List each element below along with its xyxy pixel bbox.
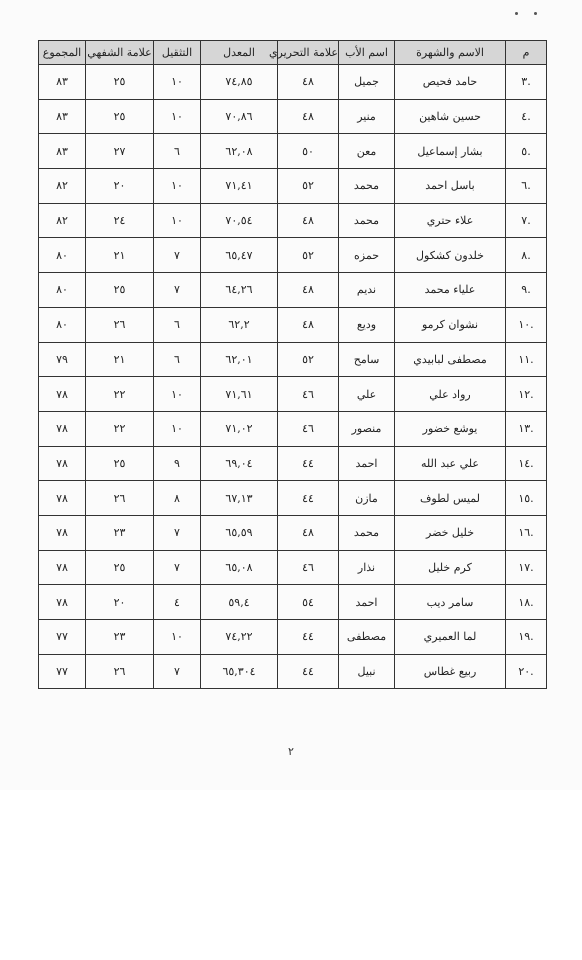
cell-average: ٦٥,٥٩	[201, 515, 278, 550]
cell-oral: ٢٧	[86, 134, 154, 169]
header-father: اسم الأب	[339, 41, 395, 65]
cell-total: ٧٨	[39, 515, 86, 550]
cell-name: علاء حتري	[395, 203, 506, 238]
table-row	[39, 65, 547, 100]
cell-written: ٤٤	[278, 654, 339, 689]
table-row	[39, 515, 547, 550]
header-average: المعدل	[201, 41, 278, 65]
cell-father: محمد	[339, 203, 395, 238]
cell-written: ٤٨	[278, 99, 339, 134]
cell-oral: ٢٥	[86, 446, 154, 481]
cell-father: احمد	[339, 585, 395, 620]
cell-oral: ٢٠	[86, 585, 154, 620]
header-total: المجموع	[39, 41, 86, 65]
cell-transfer: ١٠	[154, 620, 201, 655]
table-row	[39, 273, 547, 308]
header-oral: علامة الشفهي	[86, 41, 154, 65]
table-row	[39, 620, 547, 655]
cell-transfer: ٧	[154, 550, 201, 585]
cell-index: .١٧	[506, 550, 547, 585]
cell-transfer: ١٠	[154, 65, 201, 100]
cell-average: ٧٤,٢٢	[201, 620, 278, 655]
cell-average: ٦٧,١٣	[201, 481, 278, 516]
cell-total: ٨٢	[39, 169, 86, 204]
table-row	[39, 134, 547, 169]
cell-written: ٤٨	[278, 273, 339, 308]
cell-name: لميس لطوف	[395, 481, 506, 516]
cell-total: ٨٣	[39, 134, 86, 169]
cell-name: حامد فحيص	[395, 65, 506, 100]
cell-total: ٧٨	[39, 446, 86, 481]
cell-name: مصطفى لبابيدي	[395, 342, 506, 377]
cell-index: .١٥	[506, 481, 547, 516]
cell-written: ٥٤	[278, 585, 339, 620]
cell-father: جميل	[339, 65, 395, 100]
cell-index: .١٨	[506, 585, 547, 620]
cell-oral: ٢٢	[86, 377, 154, 412]
cell-index: .٢٠	[506, 654, 547, 689]
cell-transfer: ٦	[154, 307, 201, 342]
cell-oral: ٢٣	[86, 515, 154, 550]
cell-oral: ٢٥	[86, 550, 154, 585]
table-header-row	[39, 41, 547, 65]
cell-transfer: ٦	[154, 134, 201, 169]
header-transfer: التثقيل	[154, 41, 201, 65]
cell-average: ٦٢,٠١	[201, 342, 278, 377]
table-row	[39, 411, 547, 446]
cell-written: ٤٦	[278, 550, 339, 585]
cell-written: ٥٠	[278, 134, 339, 169]
page-number: ٢	[288, 745, 294, 758]
cell-name: رواد علي	[395, 377, 506, 412]
cell-father: مازن	[339, 481, 395, 516]
cell-written: ٤٤	[278, 446, 339, 481]
cell-average: ٧٠,٥٤	[201, 203, 278, 238]
cell-written: ٥٢	[278, 238, 339, 273]
cell-father: منصور	[339, 411, 395, 446]
cell-name: حسين شاهين	[395, 99, 506, 134]
cell-name: بشار إسماعيل	[395, 134, 506, 169]
cell-written: ٤٤	[278, 620, 339, 655]
cell-written: ٤٨	[278, 65, 339, 100]
cell-oral: ٢٢	[86, 411, 154, 446]
cell-average: ٧١,٦١	[201, 377, 278, 412]
cell-oral: ٢١	[86, 238, 154, 273]
cell-oral: ٢٦	[86, 307, 154, 342]
cell-father: محمد	[339, 515, 395, 550]
cell-father: سامح	[339, 342, 395, 377]
cell-written: ٤٨	[278, 203, 339, 238]
table-row	[39, 203, 547, 238]
grades-table	[38, 40, 547, 689]
table-row	[39, 169, 547, 204]
cell-transfer: ٩	[154, 446, 201, 481]
dot-mark	[534, 12, 537, 15]
cell-father: نذار	[339, 550, 395, 585]
cell-total: ٧٨	[39, 481, 86, 516]
table-row	[39, 481, 547, 516]
header-index: م	[506, 41, 547, 65]
cell-name: سامر ديب	[395, 585, 506, 620]
cell-index: .٥	[506, 134, 547, 169]
cell-oral: ٢٠	[86, 169, 154, 204]
cell-transfer: ٧	[154, 273, 201, 308]
table-row	[39, 342, 547, 377]
cell-written: ٥٢	[278, 342, 339, 377]
cell-oral: ٢٦	[86, 654, 154, 689]
cell-average: ٦٩,٠٤	[201, 446, 278, 481]
cell-name: لما العميري	[395, 620, 506, 655]
cell-name: باسل احمد	[395, 169, 506, 204]
cell-total: ٨٠	[39, 307, 86, 342]
cell-oral: ٢٣	[86, 620, 154, 655]
cell-written: ٤٦	[278, 377, 339, 412]
cell-transfer: ١٠	[154, 411, 201, 446]
cell-average: ٦٤,٢٦	[201, 273, 278, 308]
cell-average: ٧٠,٨٦	[201, 99, 278, 134]
cell-index: .١١	[506, 342, 547, 377]
header-written: علامة التحريري	[278, 41, 339, 65]
cell-average: ٧١,٤١	[201, 169, 278, 204]
cell-written: ٥٢	[278, 169, 339, 204]
cell-written: ٤٨	[278, 307, 339, 342]
cell-index: .١٢	[506, 377, 547, 412]
cell-average: ٦٥,٠٨	[201, 550, 278, 585]
cell-father: منير	[339, 99, 395, 134]
cell-transfer: ١٠	[154, 377, 201, 412]
cell-oral: ٢٥	[86, 99, 154, 134]
cell-oral: ٢١	[86, 342, 154, 377]
dot-mark	[515, 12, 518, 15]
cell-index: .٦	[506, 169, 547, 204]
cell-transfer: ٦	[154, 342, 201, 377]
cell-oral: ٢٤	[86, 203, 154, 238]
cell-father: نبيل	[339, 654, 395, 689]
cell-index: .١٠	[506, 307, 547, 342]
cell-index: .٨	[506, 238, 547, 273]
table-row	[39, 377, 547, 412]
cell-transfer: ١٠	[154, 203, 201, 238]
cell-transfer: ١٠	[154, 169, 201, 204]
header-name: الاسم والشهرة	[395, 41, 506, 65]
cell-transfer: ١٠	[154, 99, 201, 134]
cell-father: مصطفى	[339, 620, 395, 655]
cell-index: .١٣	[506, 411, 547, 446]
cell-average: ٦٥,٤٧	[201, 238, 278, 273]
table-row	[39, 654, 547, 689]
cell-oral: ٢٥	[86, 65, 154, 100]
table-row	[39, 238, 547, 273]
cell-index: .١٩	[506, 620, 547, 655]
cell-transfer: ٨	[154, 481, 201, 516]
cell-written: ٤٤	[278, 481, 339, 516]
cell-average: ٧١,٠٢	[201, 411, 278, 446]
cell-average: ٥٩,٤	[201, 585, 278, 620]
table-row	[39, 446, 547, 481]
cell-father: علي	[339, 377, 395, 412]
cell-transfer: ٧	[154, 238, 201, 273]
cell-total: ٧٨	[39, 411, 86, 446]
cell-total: ٨٠	[39, 238, 86, 273]
cell-total: ٨٢	[39, 203, 86, 238]
cell-total: ٧٨	[39, 377, 86, 412]
cell-index: .٧	[506, 203, 547, 238]
table-row	[39, 585, 547, 620]
cell-father: حمزه	[339, 238, 395, 273]
cell-name: نشوان كرمو	[395, 307, 506, 342]
cell-transfer: ٤	[154, 585, 201, 620]
cell-total: ٧٨	[39, 585, 86, 620]
cell-index: .٩	[506, 273, 547, 308]
cell-name: ربيع غطاس	[395, 654, 506, 689]
cell-total: ٨٣	[39, 99, 86, 134]
cell-average: ٦٥,٣٠٤	[201, 654, 278, 689]
cell-oral: ٢٦	[86, 481, 154, 516]
cell-name: كرم خليل	[395, 550, 506, 585]
cell-total: ٨٣	[39, 65, 86, 100]
cell-transfer: ٧	[154, 515, 201, 550]
cell-father: محمد	[339, 169, 395, 204]
cell-average: ٦٢,٢	[201, 307, 278, 342]
cell-index: .٤	[506, 99, 547, 134]
cell-name: يوشع خضور	[395, 411, 506, 446]
cell-father: نديم	[339, 273, 395, 308]
cell-name: خليل خضر	[395, 515, 506, 550]
cell-index: .٣	[506, 65, 547, 100]
cell-oral: ٢٥	[86, 273, 154, 308]
cell-transfer: ٧	[154, 654, 201, 689]
cell-name: علي عبد الله	[395, 446, 506, 481]
cell-father: وديع	[339, 307, 395, 342]
cell-father: معن	[339, 134, 395, 169]
cell-written: ٤٨	[278, 515, 339, 550]
cell-average: ٦٢,٠٨	[201, 134, 278, 169]
cell-total: ٧٧	[39, 654, 86, 689]
cell-index: .١٤	[506, 446, 547, 481]
cell-written: ٤٦	[278, 411, 339, 446]
table-row	[39, 99, 547, 134]
cell-total: ٧٩	[39, 342, 86, 377]
cell-total: ٧٨	[39, 550, 86, 585]
table-row	[39, 307, 547, 342]
cell-index: .١٦	[506, 515, 547, 550]
cell-name: خلدون كشكول	[395, 238, 506, 273]
cell-father: احمد	[339, 446, 395, 481]
cell-total: ٧٧	[39, 620, 86, 655]
cell-average: ٧٤,٨٥	[201, 65, 278, 100]
cell-name: علياء محمد	[395, 273, 506, 308]
table-row	[39, 550, 547, 585]
cell-total: ٨٠	[39, 273, 86, 308]
